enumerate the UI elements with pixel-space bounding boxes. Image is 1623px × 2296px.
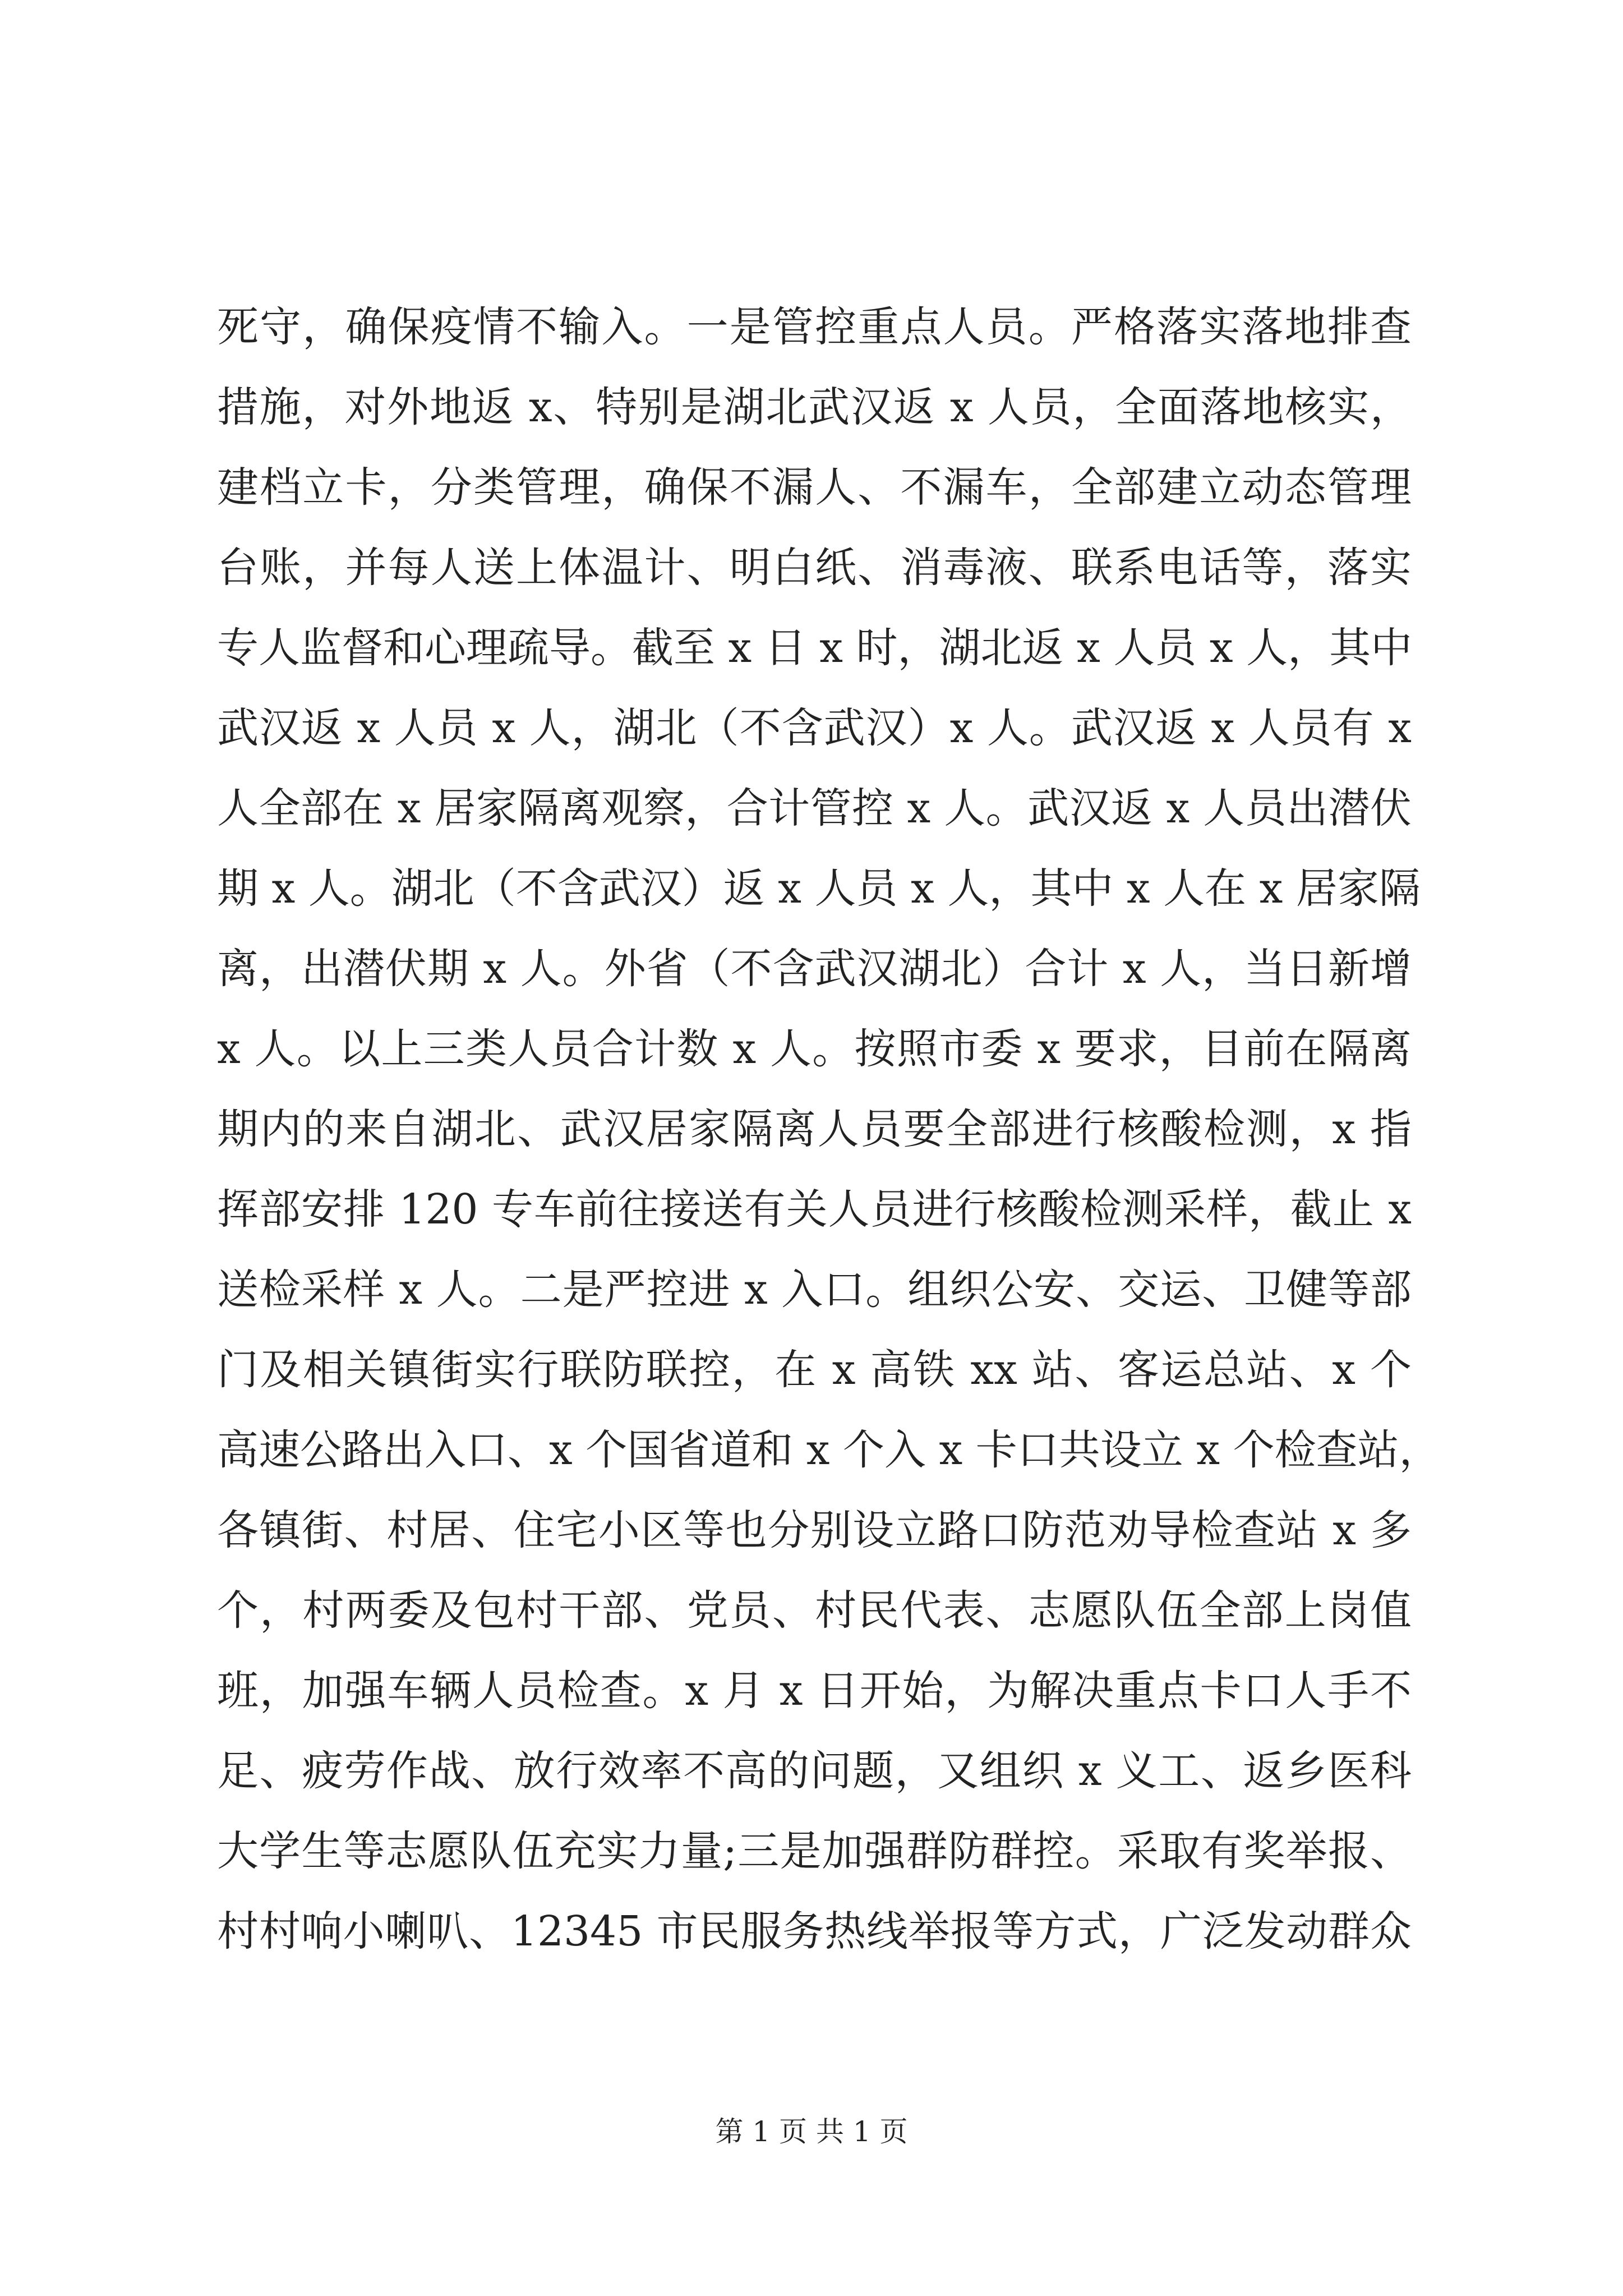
text-line: 个，村两委及包村干部、党员、村民代表、志愿队伍全部上岗值 — [217, 1586, 1412, 1635]
text-line: 大学生等志愿队伍充实力量;三是加强群防群控。采取有奖举报、 — [217, 1827, 1412, 1875]
text-line: 武汉返 x 人员 x 人，湖北（不含武汉）x 人。武汉返 x 人员有 x — [217, 704, 1412, 752]
text-line: 专人监督和心理疏导。截至 x 日 x 时，湖北返 x 人员 x 人，其中 — [217, 624, 1413, 672]
text-line: 建档立卡，分类管理，确保不漏人、不漏车，全部建立动态管理 — [217, 463, 1412, 512]
text-line: 死守，确保疫情不输入。一是管控重点人员。严格落实落地排查 — [217, 303, 1412, 351]
text-line: 足、疲劳作战、放行效率不高的问题，又组织 x 义工、返乡医科 — [217, 1747, 1412, 1795]
text-line: 门及相关镇街实行联防联控，在 x 高铁 xx 站、客运总站、x 个 — [217, 1346, 1412, 1394]
text-line: 班，加强车辆人员检查。x 月 x 日开始，为解决重点卡口人手不 — [217, 1667, 1412, 1715]
text-line: 村村响小喇叭、12345 市民服务热线举报等方式，广泛发动群众 — [217, 1907, 1412, 1955]
text-line: 各镇街、村居、住宅小区等也分别设立路口防范劝导检查站 x 多 — [217, 1506, 1412, 1554]
text-line: 期内的来自湖北、武汉居家隔离人员要全部进行核酸检测，x 指 — [217, 1105, 1412, 1153]
page-number-footer: 第 1 页 共 1 页 — [715, 2115, 908, 2148]
text-line: 高速公路出入口、x 个国省道和 x 个入 x 卡口共设立 x 个检查站， — [217, 1426, 1441, 1474]
text-line: 措施，对外地返 x、特别是湖北武汉返 x 人员，全面落地核实， — [217, 383, 1412, 431]
text-line: 送检采样 x 人。二是严控进 x 入口。组织公安、交运、卫健等部 — [217, 1266, 1412, 1314]
text-line: 台账，并每人送上体温计、明白纸、消毒液、联系电话等，落实 — [217, 544, 1412, 592]
text-line: 人全部在 x 居家隔离观察，合计管控 x 人。武汉返 x 人员出潜伏 — [217, 784, 1412, 832]
text-line: 期 x 人。湖北（不含武汉）返 x 人员 x 人，其中 x 人在 x 居家隔 — [217, 864, 1421, 913]
body-text — [217, 287, 1441, 1972]
text-line: x 人。以上三类人员合计数 x 人。按照市委 x 要求，目前在隔离 — [217, 1025, 1412, 1073]
text-line: 挥部安排 120 专车前往接送有关人员进行核酸检测采样，截止 x — [217, 1185, 1412, 1234]
text-line: 离，出潜伏期 x 人。外省（不含武汉湖北）合计 x 人，当日新增 — [217, 945, 1412, 993]
